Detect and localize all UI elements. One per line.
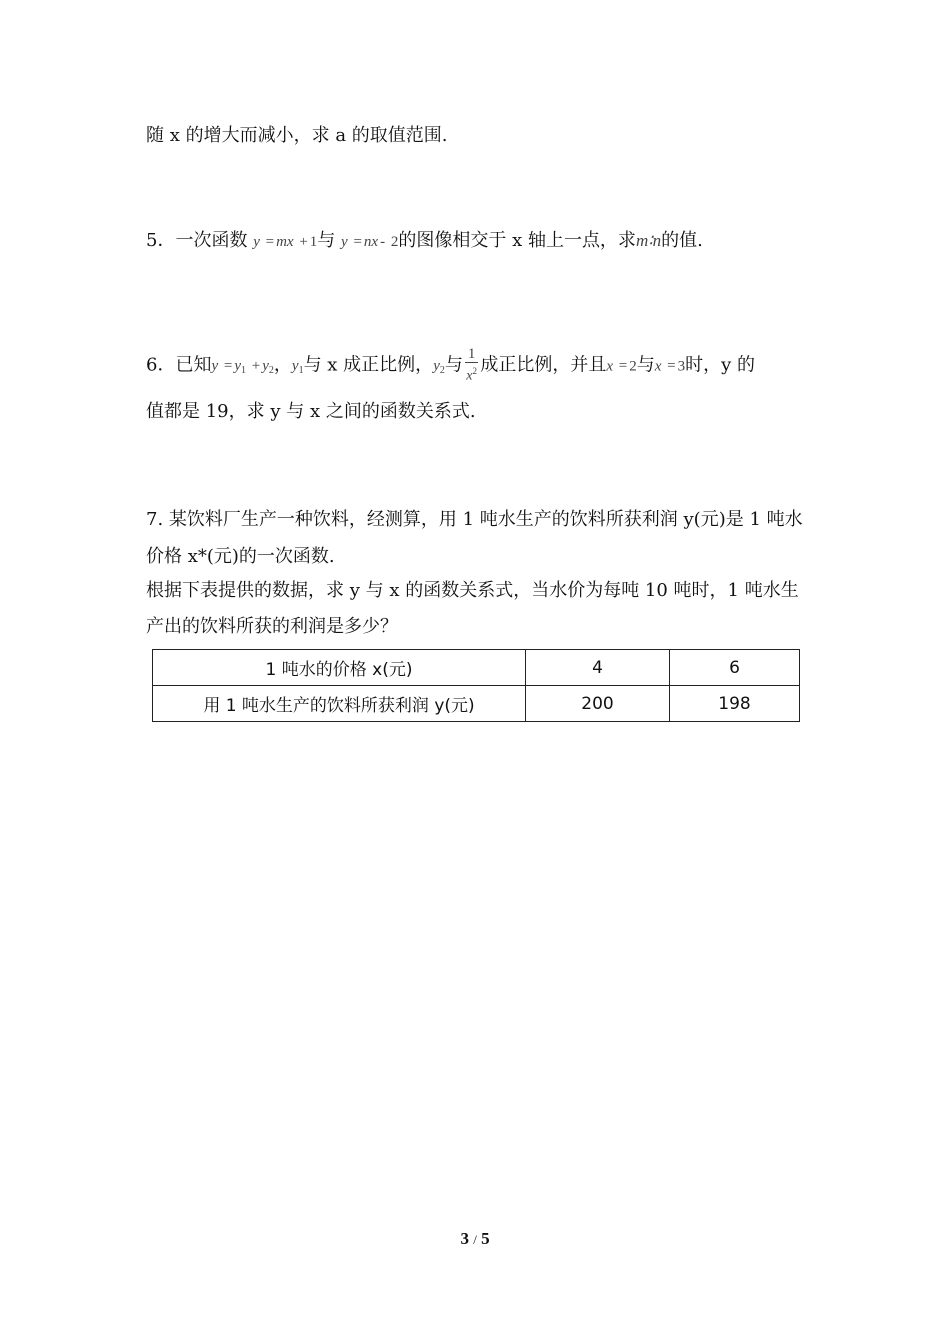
table-row (153, 686, 800, 722)
table-cell: 198 (670, 686, 800, 722)
equation-sum: $y = y_1 + y_2$ (211, 358, 274, 377)
x-equals-3: x = 3 (654, 358, 686, 375)
problem-6-line-2: 值都是 19，求 y 与 x 之间的函数关系式. (146, 401, 476, 422)
problem-4-continuation: 随 x 的增大而减小，求 a 的取值范围. (146, 125, 448, 146)
ratio: m∶n (635, 231, 662, 250)
problem-5: 5．一次函数 y = mx + 1与 y = nx - 2的图像相交于 x 轴上一点，求m∶n的值. (146, 230, 703, 251)
x-equals-2: x = 2 (606, 358, 637, 375)
problem-7-line-4: 产出的饮料所获的利润是多少？ (146, 616, 398, 637)
table-row (153, 650, 800, 686)
page-number: 3 / 5 (460, 1229, 490, 1248)
problem-7-line-2: 价格 x*(元)的一次函数. (146, 546, 335, 567)
fraction-one-over-x-squared: $\frac{1}{x^2}$ (466, 346, 477, 384)
table-cell: 用 1 吨水生产的饮料所获利润 y(元) (153, 686, 526, 722)
problem-7-line-1: 7. 某饮料厂生产一种饮料，经测算，用 1 吨水生产的饮料所获利润 y(元)是 1 吨水 (146, 509, 803, 530)
problem-7-line-3: 根据下表提供的数据，求 y 与 x 的函数关系式，当水价为每吨 10 吨时，1 吨水生 (146, 580, 799, 601)
table-cell: 4 (526, 650, 670, 686)
equation-1: y = mx + 1 (253, 234, 318, 250)
table-cell: 1 吨水的价格 x(元) (153, 650, 526, 686)
equation-2: y = nx - 2 (341, 234, 399, 250)
y2-term: $y_2$ (433, 358, 445, 377)
table-cell: 6 (670, 650, 800, 686)
problem-6-line-1: 6．已知$y = y_1 + y_2$，$y_1$与 x 成正比例，$y_2$与 $\frac{1}{x^2}$ 成正比例，并且x = 2与x = 3时，y 的 (146, 346, 756, 384)
y1-term: $y_1$ (291, 358, 304, 377)
price-profit-table (152, 649, 800, 722)
table-cell: 200 (526, 686, 670, 722)
problem-5-lead: 5．一次函数 (146, 230, 248, 251)
